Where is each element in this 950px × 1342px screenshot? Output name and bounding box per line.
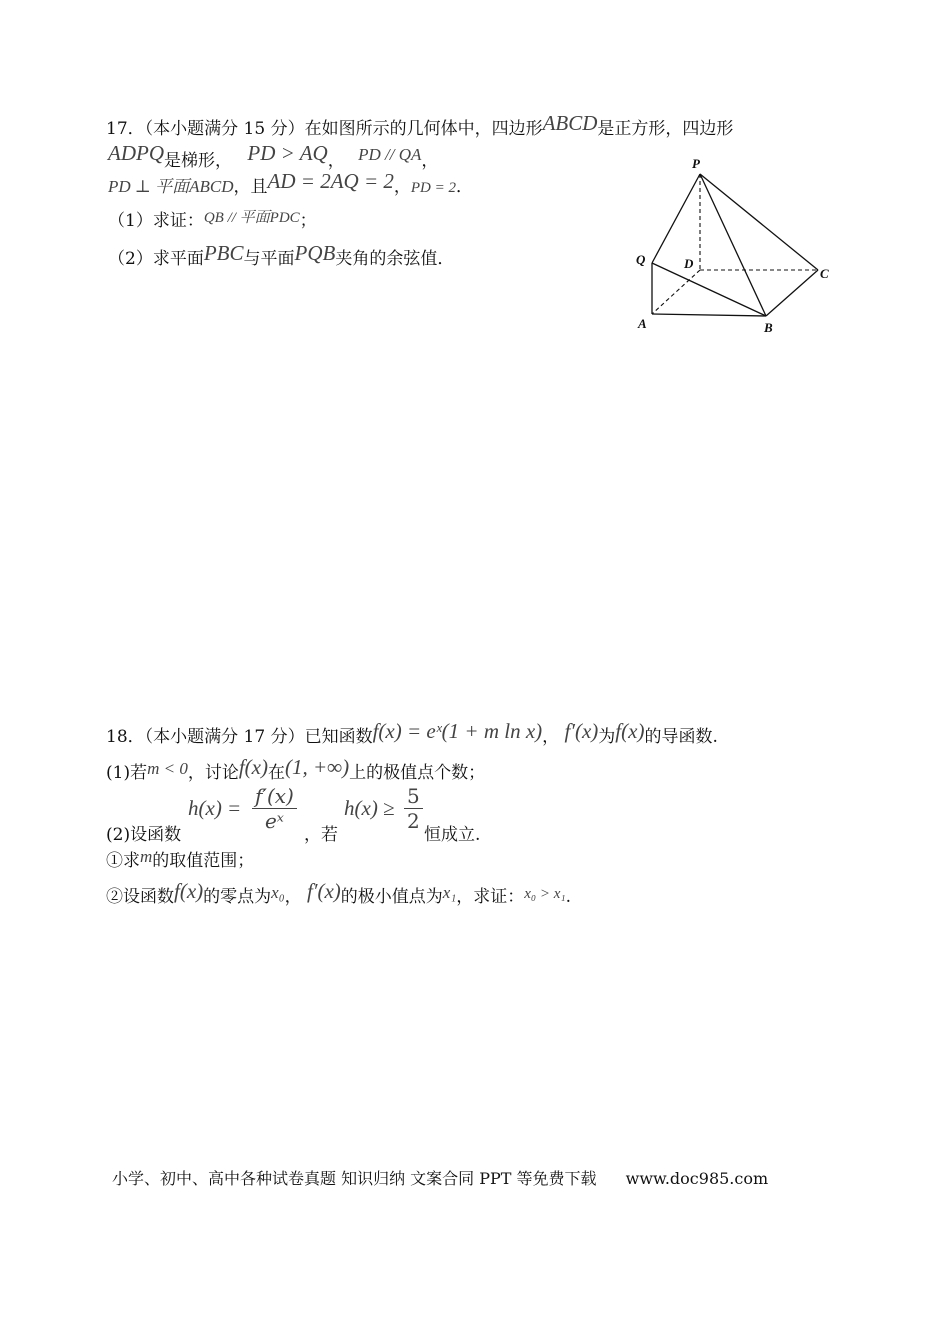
q18-part-2-tail: 恒成立. xyxy=(424,825,481,845)
math-f-def: f(x) = eˣ(1 + m ln x) xyxy=(372,719,543,743)
math-pbc: PBC xyxy=(203,241,244,265)
math-frac-num: 5 xyxy=(404,784,423,809)
edge-qb xyxy=(652,263,766,316)
q17-score: （本小题满分 15 分） xyxy=(144,119,305,139)
math-fprime: f′(x) xyxy=(564,719,599,743)
math-h-fraction xyxy=(252,784,297,833)
q18-part-1-disc: ，讨论 xyxy=(187,763,239,783)
footer-text: 小学、初中、高中各种试卷真题 知识归纳 文案合同 PPT 等免费下载 xyxy=(112,1169,597,1188)
math-interval: (1, +∞) xyxy=(285,755,350,779)
edge-bc xyxy=(766,270,818,316)
math-h-ineq: h(x) ≥ xyxy=(344,796,395,820)
footer xyxy=(112,1166,768,1189)
q17-number: 17． xyxy=(106,119,145,139)
q18-period: . xyxy=(565,887,572,907)
q18-sub-1 xyxy=(106,846,254,871)
q18-sub-2: ②设函数f(x)的零点为x₀， f′(x)的极小值点为x₁，求证：x₀ > x₁. xyxy=(106,879,572,907)
math-x0: x₀ xyxy=(271,883,285,902)
q17-line-2: ADPQ是梯形， PD > AQ， PD // QA， xyxy=(108,141,439,171)
label-q: Q xyxy=(636,252,646,267)
q18-sub-2-min: 的极小值点为 xyxy=(340,887,443,907)
q17-line-1 xyxy=(106,111,734,140)
math-pqb: PQB xyxy=(294,241,336,265)
q17-is-trap: 是梯形， xyxy=(164,151,232,171)
q17-and: ，且 xyxy=(233,177,268,197)
math-five-halves xyxy=(404,784,423,833)
q18-part-1-tail: 上的极值点个数； xyxy=(349,763,486,783)
math-m: m xyxy=(140,847,153,866)
q18-sub-2-prove: ，求证： xyxy=(456,887,525,907)
math-adpq: ADPQ xyxy=(108,141,164,165)
q18-part-1-on: 在 xyxy=(268,763,285,783)
math-h-num: f′(x) xyxy=(252,784,297,809)
q18-sub-2-label: ②设函数 xyxy=(106,887,174,907)
label-d: D xyxy=(684,256,694,271)
q17-part-2-with: 与平面 xyxy=(243,249,295,269)
q18-part-1-label: (1)若 xyxy=(106,763,148,783)
label-c: C xyxy=(820,266,829,281)
math-pd-parallel-qa: PD // QA xyxy=(358,145,422,164)
q18-part-2-if: ，若 xyxy=(304,825,338,845)
math-abcd: ABCD xyxy=(542,111,598,135)
math-fprime-2: f′(x) xyxy=(307,879,341,903)
q17-part-2 xyxy=(108,241,455,270)
q18-part-2-label: (2)设函数 xyxy=(106,825,182,845)
q17-part-2-tail: 夹角的余弦值． xyxy=(335,249,455,269)
math-frac-den: 2 xyxy=(407,809,420,833)
q17-part-2-label: （2）求平面 xyxy=(108,249,204,269)
math-pd-eq: PD = 2 xyxy=(410,180,456,196)
math-ad-eq: AD = 2AQ = 2 xyxy=(267,169,394,193)
q17-intro: 在如图所示的几何体中，四边形 xyxy=(304,119,543,139)
edge-pc xyxy=(700,174,818,270)
q18-is-deriv-of: 为 xyxy=(598,727,616,747)
edge-ab xyxy=(652,314,766,316)
math-qb-parallel: QB // 平面PDC xyxy=(203,210,300,226)
q18-sub-1-label: ①求 xyxy=(106,851,140,871)
math-m-lt-0: m < 0 xyxy=(147,759,188,778)
label-a: A xyxy=(638,316,647,331)
edge-da-hidden xyxy=(652,270,700,314)
q18-sub-1-tail: 的取值范围； xyxy=(152,851,255,871)
q17-line-3: PD ⊥ 平面ABCD，且AD = 2AQ = 2，PD = 2． xyxy=(108,169,473,197)
math-pd-perp: PD ⊥ 平面ABCD xyxy=(108,177,234,196)
edge-pq xyxy=(652,174,700,263)
math-pd-gt-aq: PD > AQ xyxy=(247,141,328,165)
math-x0-gt-x1: x₀ > x₁ xyxy=(524,886,566,902)
label-p: P xyxy=(692,156,700,171)
q18-part-1 xyxy=(106,755,486,784)
math-x1: x₁ xyxy=(442,883,457,902)
math-fx-3: f(x) xyxy=(174,879,204,903)
q17-part-1: （1）求证：QB // 平面PDC； xyxy=(108,210,317,231)
q18-deriv-tail: 的导函数. xyxy=(644,727,718,747)
q18-score: （本小题满分 17 分） xyxy=(144,727,305,747)
q17-is-square: 是正方形，四边形 xyxy=(597,119,734,139)
q18-sub-2-zero: 的零点为 xyxy=(203,887,272,907)
label-b: B xyxy=(764,320,773,335)
q18-line-1: 18．（本小题满分 17 分）已知函数f(x) = eˣ(1 + m ln x)， f′(x)为f(x)的导函数. xyxy=(106,719,718,747)
geometry-figure xyxy=(628,150,848,340)
q17-part-1-label: （1）求证： xyxy=(108,211,204,231)
q18-number: 18． xyxy=(106,727,145,747)
math-h-den: eˣ xyxy=(264,809,284,833)
math-fx-2: f(x) xyxy=(238,755,268,779)
footer-url[interactable]: www.doc985.com xyxy=(625,1169,769,1188)
edge-pb xyxy=(700,174,766,316)
math-h-lhs: h(x) = xyxy=(188,796,242,820)
math-fx: f(x) xyxy=(615,719,645,743)
q18-intro: 已知函数 xyxy=(304,727,373,747)
